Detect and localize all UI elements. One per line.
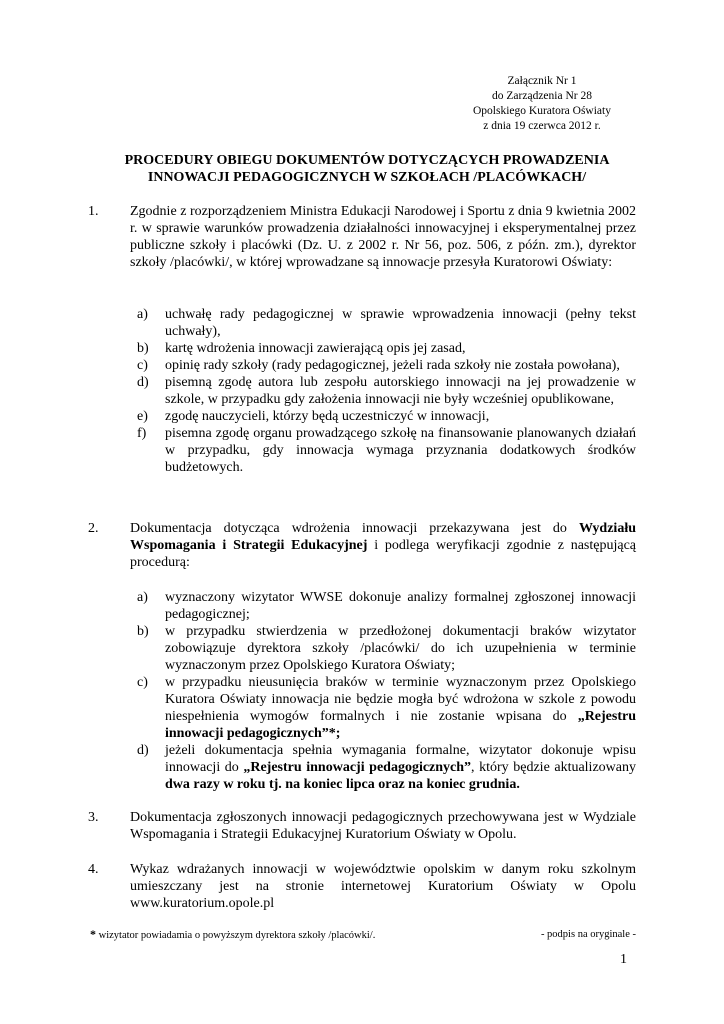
list-item xyxy=(137,674,636,742)
list-item xyxy=(137,589,636,623)
footnote-marker: * xyxy=(90,927,96,941)
attachment-header xyxy=(440,74,644,134)
list-text: kartę wdrożenia innowacji zawierającą opis jej zasad, xyxy=(165,341,466,356)
list-text: w przypadku stwierdzenia w przedłożonej dokumentacji braków wizytator zobowiązuje dyrektora szkoły /placówki/ do ich uzupełnienia w terminie wyznaczonym przez Opolskiego Kuratora Oświaty; xyxy=(165,624,636,673)
header-line: do Zarządzenia Nr 28 xyxy=(492,90,592,102)
list-letter: c) xyxy=(137,675,148,690)
list-item xyxy=(137,425,636,476)
list-text: opinię rady szkoły (rady pedagogicznej, jeżeli rada szkoły nie została powołana), xyxy=(165,358,620,373)
list-item xyxy=(137,306,636,340)
section-text xyxy=(130,520,636,571)
text-run: , który będzie aktualizowany xyxy=(471,760,636,775)
list-item xyxy=(137,623,636,674)
title-line: INNOWACJI PEDAGOGICZNYCH W SZKOŁACH /PLACÓWKACH/ xyxy=(147,170,587,185)
bold-update-schedule: dwa razy w roku tj. na koniec lipca oraz na koniec grudnia. xyxy=(165,777,520,792)
section-text: Dokumentacja zgłoszonych innowacji pedagogicznych przechowywana jest w Wydziale Wspomagania i Strategii Edukacyjnej Kuratorium Oświaty w Opolu. xyxy=(130,810,636,842)
list-item xyxy=(137,742,636,793)
list-text: zgodę nauczycieli, którzy będą uczestniczyć w innowacji, xyxy=(165,409,490,424)
header-line: z dnia 19 czerwca 2012 r. xyxy=(483,120,601,132)
section-text: Zgodnie z rozporządzeniem Ministra Edukacji Narodowej i Sportu z dnia 9 kwietnia 2002 r. w sprawie warunków prowadzenia działalności innowacyjnej i eksperymentalnej przez publiczne szkoły i placówki (Dz. U. z 2002 r. Nr 56, poz. 506, z późn. zm.), dyrektor szkoły /placówki/, w której wprowadzane są innowacje przesyła Kuratorowi Oświaty: xyxy=(130,204,636,270)
document-title xyxy=(80,152,654,186)
section-number: 3. xyxy=(88,810,99,825)
title-line: PROCEDURY OBIEGU DOKUMENTÓW DOTYCZĄCYCH PROWADZENIA xyxy=(124,153,610,168)
bold-department-name: Wydziału Wspomagania i Strategii Edukacyjnej xyxy=(130,521,636,553)
bold-register-name: „Rejestru innowacji pedagogicznych” xyxy=(243,760,472,775)
list-text: uchwałę rady pedagogicznej w sprawie wprowadzenia innowacji (pełny tekst uchwały), xyxy=(165,307,636,339)
list-letter: d) xyxy=(137,375,149,390)
list-letter: f) xyxy=(137,426,147,441)
section-number: 2. xyxy=(88,521,99,536)
section-text: Wykaz wdrażanych innowacji w województwie opolskim w danym roku szkolnym umieszczany jest na stronie internetowej Kuratorium Oświaty w Opolu www.kuratorium.opole.pl xyxy=(130,862,636,911)
list-text: pisemną zgodę autora lub zespołu autorskiego innowacji na jej prowadzenie w szkole, w przypadku gdy założenia innowacji nie były wcześniej opublikowane, xyxy=(165,375,636,407)
list-letter: b) xyxy=(137,624,149,639)
list-text: pisemna zgodę organu prowadzącego szkołę na finansowanie planowanych działań w przypadku, gdy innowacja wymaga przyznania dodatkowych środków budżetowych. xyxy=(165,426,636,475)
page-number: 1 xyxy=(620,952,627,967)
signature-note: - podpis na oryginale - xyxy=(540,929,636,940)
footnote-text: wizytator powiadamia o powyższym dyrektora szkoły /placówki/. xyxy=(96,930,376,941)
text-run: w przypadku nieusunięcia braków w terminie wyznaczonym przez Opolskiego Kuratora Oświaty innowacja nie będzie mogła być wdrożona w szkole z powodu niespełnienia wymogów formalnych i nie zostanie wpisana do xyxy=(165,675,636,724)
text-run: i podlega weryfikacji zgodnie z następującą procedurą: xyxy=(130,538,637,570)
section-number: 1. xyxy=(88,204,99,219)
list-letter: a) xyxy=(137,590,148,605)
list-item xyxy=(137,374,636,408)
list-text: wyznaczony wizytator WWSE dokonuje analizy formalnej zgłoszonej innowacji pedagogicznej; xyxy=(165,590,636,622)
header-line: Załącznik Nr 1 xyxy=(507,75,577,87)
footnote xyxy=(90,928,636,942)
list-letter: b) xyxy=(137,341,149,356)
list-text xyxy=(165,743,636,792)
list-text xyxy=(165,675,636,741)
list-item xyxy=(137,408,636,425)
section-number: 4. xyxy=(88,862,99,877)
list-item xyxy=(137,357,636,374)
list-letter: d) xyxy=(137,743,149,758)
text-run: Dokumentacja dotycząca wdrożenia innowacji przekazywana jest do xyxy=(130,521,579,536)
list-letter: c) xyxy=(137,358,148,373)
bold-register-name: „Rejestru innowacji pedagogicznych”*; xyxy=(165,709,636,741)
list-letter: e) xyxy=(137,409,148,424)
list-letter: a) xyxy=(137,307,148,322)
header-line: Opolskiego Kuratora Oświaty xyxy=(473,105,611,117)
section-2-list xyxy=(137,589,636,793)
section-1-list xyxy=(137,306,636,476)
list-item xyxy=(137,340,636,357)
text-run: jeżeli dokumentacja spełnia wymagania formalne, wizytator dokonuje wpisu innowacji do xyxy=(165,743,636,775)
